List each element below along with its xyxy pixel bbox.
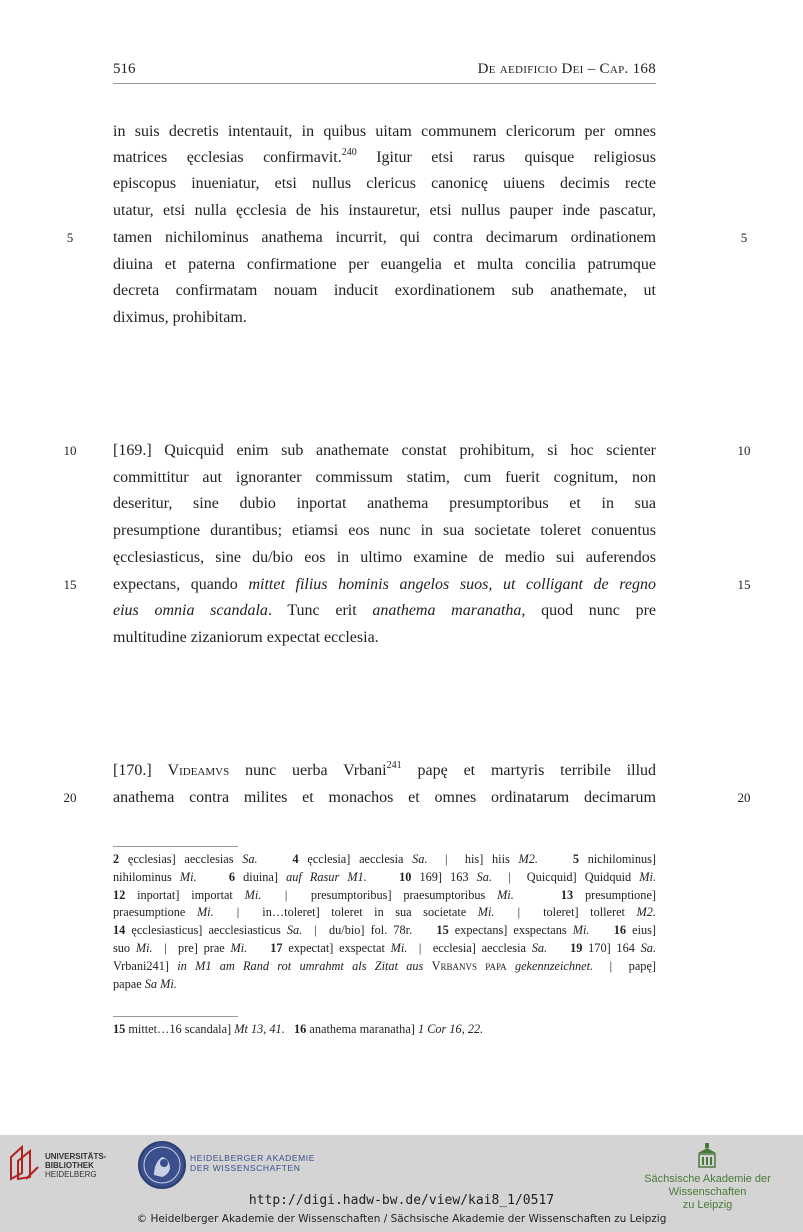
apparatus-line: 12 inportat] importat Mi. | presumptoribus] praesumptoribus Mi. 13 presumptione]	[113, 887, 657, 902]
line-number-right: 10	[737, 443, 751, 458]
apparatus-line: nihilominus Mi. 6 diuina] auf Rasur M1. 10 169] 163 Sa. | Quicquid] Quidquid Mi.	[113, 869, 657, 884]
text-line: tamen nichilominus anathema incurrit, qui contra decimarum ordinationem	[113, 229, 656, 246]
text-line: committitur aut ignoranter commissum statim, cum fuerit cognitum, non	[113, 469, 656, 486]
heidelberg-academy-seal-icon[interactable]	[138, 1141, 186, 1189]
text-line: utatur, etsi nulla ęcclesia de his instauretur, etsi nullus pauper inde pascatur,	[113, 202, 656, 219]
ub-line-2: BIBLIOTHEK	[45, 1161, 94, 1170]
sources-rule	[113, 1016, 238, 1017]
source-line: 15 mittet…16 scandala] Mt 13, 41. 16 anathema maranatha] 1 Cor 16, 22.	[113, 1022, 484, 1036]
ha-line-1: HEIDELBERGER AKADEMIE	[190, 1153, 316, 1163]
text-line: [169.] Quicquid enim sub anathemate constat prohibitum, si hoc scienter	[113, 442, 656, 459]
text-line: eius omnia scandala. Tunc erit anathema maranatha, quod nunc pre	[113, 602, 657, 619]
text-line: presumptione durantibus; etiamsi eos nunc in sua societate toleret conuentus	[113, 522, 656, 539]
line-number-left: 20	[63, 790, 77, 805]
sa-line-1: Sächsische Akademie der Wissenschaften	[644, 1173, 771, 1198]
ub-heidelberg-logo-icon[interactable]	[8, 1143, 40, 1183]
text-line: diuina et paterna confirmatione per euangelia et multa concilia patrumque	[113, 256, 656, 273]
text-line: anathema contra milites et monachos et omnes ordinatarum decimarum	[113, 789, 656, 806]
footer-banner	[0, 1135, 803, 1232]
apparatus-line: 14 ęcclesiasticus] aecclesiasticus Sa. | du/bio] fol. 78r. 15 expectans] exspectans Mi. 16 eius]	[113, 923, 657, 938]
text-line: multitudine zizaniorum expectat ecclesia.	[113, 629, 379, 646]
line-number-left: 15	[63, 577, 77, 592]
saxon-academy-building-icon[interactable]	[697, 1143, 717, 1169]
apparatus-line: 2 ęcclesias] aecclesias Sa. 4 ęcclesia] aecclesia Sa. | his] hiis M2. 5 nichilominus]	[113, 852, 657, 866]
apparatus-line: suo Mi. | pre] prae Mi. 17 expectat] exspectat Mi. | ecclesia] aecclesia Sa. 19 170] 164 Sa.	[113, 941, 657, 955]
text-line: episcopus inueniatur, etsi nullus clericus canonicę uiuens decimis recte	[113, 175, 656, 192]
page-header	[113, 61, 656, 84]
text-line: ęcclesiasticus, sine du/bio eos in ultimo examine de medio sui auferendos	[113, 549, 656, 566]
line-number-right: 15	[737, 577, 751, 592]
apparatus-line: papae Sa Mi.	[113, 976, 177, 991]
line-number-left: 5	[66, 230, 74, 245]
text-line: deseritur, sine dubio inportat anathema presumptoribus et in sua	[113, 495, 656, 512]
text-line: matrices ęcclesias confirmavit.$^{240}$ Igitur etsi rarus quisque religiosus	[113, 146, 657, 166]
ub-line-1: UNIVERSITÄTS-	[45, 1152, 107, 1161]
source-url-link[interactable]: http://digi.hadw-bw.de/view/kai8_1/0517	[248, 1193, 555, 1208]
text-line: [170.] Videamvs nunc uerba Vrbani$^{241}$ papę et martyris terribile illud	[113, 759, 657, 779]
text-line: in suis decretis intentauit, in quibus uitam communem clericorum per omnes	[113, 123, 656, 140]
sa-line-2: zu Leipzig	[682, 1199, 733, 1211]
text-line: expectans, quando mittet filius hominis angelos suos, ut colligant de regno	[113, 576, 656, 593]
running-title: De aedificio Dei – Cap. 168	[477, 61, 656, 77]
heidelberg-academy-label[interactable]	[190, 1153, 315, 1173]
page-number: 516	[113, 61, 136, 77]
text-line: diximus, prohibitam.	[113, 309, 247, 326]
apparatus-rule	[113, 846, 238, 847]
line-number-right: 20	[737, 790, 751, 805]
apparatus-line: Vrbani241] in M1 am Rand rot umrahmt als Zitat aus Vrbanvs papa gekennzeichnet. | papę]	[113, 958, 656, 973]
ha-line-2: DER WISSENSCHAFTEN	[190, 1163, 301, 1173]
apparatus-line: praesumptione Mi. | in…toleret] toleret in sua societate Mi. | toleret] tolleret M2.	[113, 905, 656, 920]
copyright-notice: © Heidelberger Akademie der Wissenschaften / Sächsische Akademie der Wissenschaften zu Leipzig	[136, 1213, 667, 1225]
ub-line-3: HEIDELBERG	[45, 1170, 97, 1179]
text-line: decreta confirmatam nouam inducit exordinationem sub anathemate, ut	[113, 282, 656, 299]
ub-heidelberg-label[interactable]	[45, 1152, 106, 1179]
line-number-right: 5	[740, 230, 748, 245]
line-number-left: 10	[63, 443, 77, 458]
